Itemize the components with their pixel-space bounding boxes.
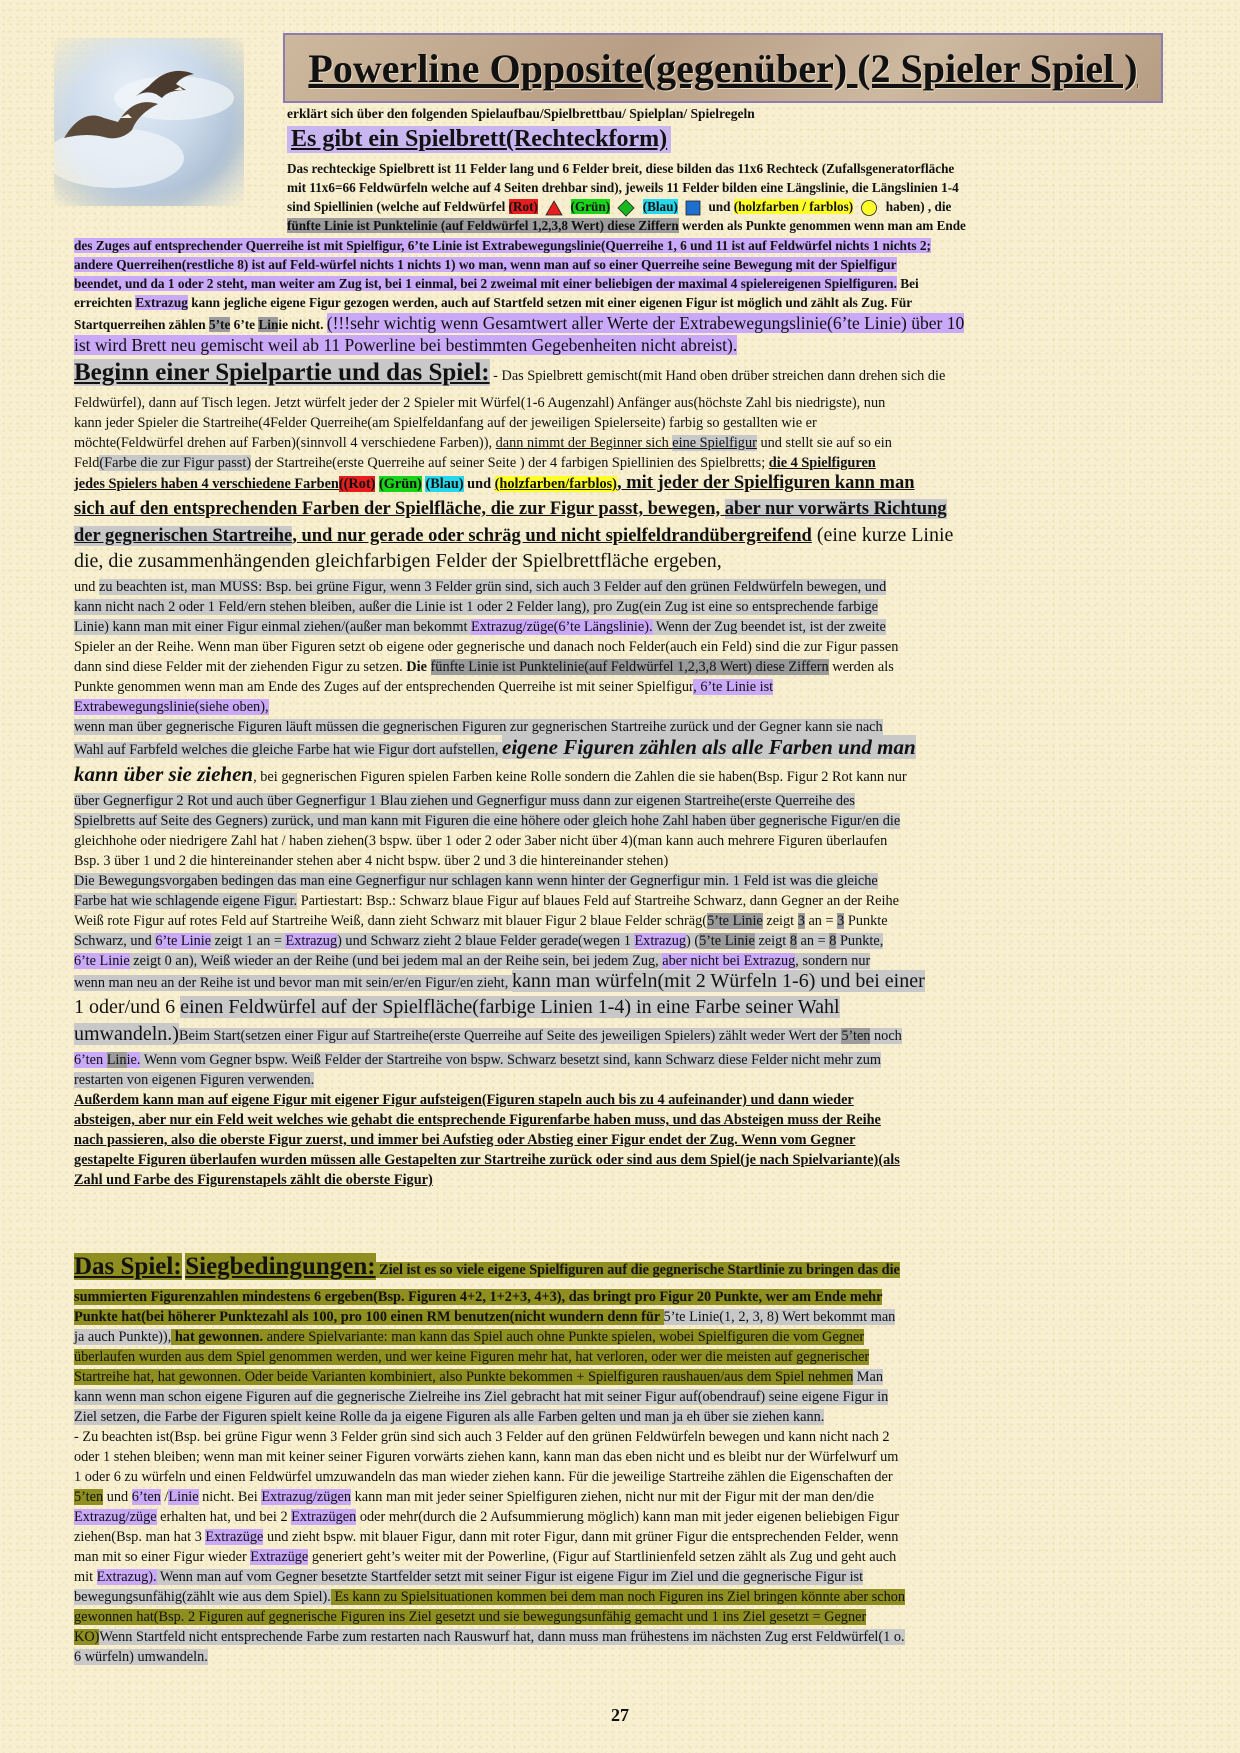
text-span: Spielbretts auf Seite des Gegners) zurück, und man kann mit Figuren die eine höhere oder gleich hohe Zahl haben über gegnerische Figur/en die [74,813,901,829]
text-span: und zieht bspw. mit blauer Figur, dann mit roter Figur, dann mit grüner Figur die entsprechenden Felder, wenn [263,1529,899,1545]
title-banner [283,33,1163,103]
text-span: aber nicht bei Extrazug [662,953,796,969]
text-line [74,1050,1160,1070]
color-label-wood: (holzfarben / farblos) [733,199,854,214]
text-line [74,1070,1160,1090]
text-line [74,1527,1160,1547]
text-span: Extrazug [285,933,338,949]
text-line: kann jeder Spieler die Startreihe(4Felder Querreihe(am Spielfeldanfang auf der jeweiligen Spielerseite) farbig so gestallten wie er [74,415,817,431]
text-line [74,791,1160,811]
text-line [74,334,1160,356]
board-heading: Es gibt ein Spielbrett(Rechteckform) [287,126,671,153]
text-span: kann man mit jeder seiner Spielfiguren ziehen, nicht nur mit der Figur mit der man den/die [351,1489,874,1505]
text-line [74,931,1160,951]
text-span: (Grün) [378,476,422,492]
text-span: , bei gegnerischen Figuren spielen Farben keine Rolle sondern die Zahlen die sie haben(Bsp. Figur 2 Rot kann nur [253,769,907,785]
text-span: wenn man neu an der Reihe ist und bevor man mit sein/er/en Figur/en zieht, [74,975,512,991]
text-line: nach passieren, also die oberste Figur zuerst, und immer bei Aufstieg oder Abstieg einer Figur endet der Zug. Wenn vom Gegner [74,1132,856,1148]
text-span: 6’te [230,317,259,332]
text-span: Extrazüge [250,1549,309,1565]
text-span: KO) [74,1629,100,1645]
section-rules-intro [74,236,1160,312]
text-span: 5’ten [841,1028,871,1044]
text-span: oder mehr(durch die 2 Aufsummierung möglich) kann man mit jeder eigenen beliebigen Figur [356,1509,900,1525]
text-span: dann sind diese Felder mit der ziehenden Figur zu setzen. [74,659,403,675]
board-line-3 [287,198,1157,217]
text-span: Weiß rote Figur auf rotes Feld auf Startreihe Weiß, dann zieht Schwarz mit blauer Figur 2 blaue Felder schräg( [74,913,708,929]
text-span: ) ( [686,933,700,949]
text-span: und [103,1489,132,1505]
text-span: Man [853,1369,884,1385]
text-span: die 4 Spielfiguren [768,455,876,471]
text-line [74,1387,1160,1407]
text-span: mit [74,1569,97,1585]
text-line [74,811,1160,831]
text-span: zeigt 1 an = [211,933,286,949]
color-label-blue: (Blau) [642,199,678,214]
text-span: 6 würfeln) umwandeln. [74,1649,208,1665]
text-span: eine Spielfigur [672,435,757,451]
eagles-illustration [54,38,244,206]
section-game-start [74,359,1160,1190]
text-line [74,677,1160,697]
text-line [74,657,1160,677]
text-span: Partiestart: Bsp.: Schwarz blaue Figur auf blaues Feld auf Startreihe Schwarz, dann Gegner an der Reihe [297,893,899,909]
text-span: die, die zusammenhängenden gleichfarbigen Felder der Spielbrettfläche ergeben, [74,550,722,572]
text-line [74,312,1160,334]
text-span: bewegungsunfähig(zählt wie aus dem Spiel). [74,1589,331,1605]
text-span: haben) , die [885,199,952,214]
text-line [74,637,1160,657]
text-span: Die Bewegungsvorgaben bedingen das man eine Gegnerfigur nur schlagen kann wenn hinter der Gegnerfigur min. 1 Feld ist was die gleiche [74,873,878,889]
text-span: , mit jeder der Spielfiguren kann man [616,473,915,493]
text-span: hat gewonnen. [171,1329,264,1345]
text-span: zeigt [754,933,790,949]
text-span: ie nicht. [278,317,327,332]
text-span: kann wenn man schon eigene Figuren auf die gegnerische Zielreihe ins Ziel gebracht hat mit seiner Figur auf(obendrauf) seine eigene Figur in [74,1389,889,1405]
text-span: 3 [797,913,805,929]
text-span: der gegnerischen Startreihe [74,526,293,546]
text-line [74,1347,1160,1367]
text-span: fünfte Linie ist Punktelinie (auf Feldwürfel 1,2,3,8 Wert) diese [287,218,639,233]
text-span: Die [402,659,431,675]
text-span: 3 [837,913,845,929]
text-line [74,473,1160,499]
text-span: 6’te Linie [155,933,212,949]
text-span: 6’te Linie [74,953,130,969]
text-span: 8 [789,933,797,949]
board-line-4 [287,217,1167,236]
text-span: eigene Figuren zählen als alle Farben und man [502,735,916,759]
text-line [74,871,1160,891]
text-line [74,697,1160,717]
text-line: oder 1 stehen bleiben; wenn man mit keiner seiner Figuren vorwärts ziehen kann, kann man das eben nicht und es bleibt nur der Würfelwurf um [74,1449,899,1465]
text-span: Extrazug [135,295,188,310]
blue-square-icon [685,200,701,216]
text-span: 5’te [208,317,231,332]
text-span: ( [338,476,344,492]
text-span: , sondern nur [795,953,871,969]
text-span: Extrabewegungslinie(siehe oben), [74,699,269,715]
text-span: kann über sie ziehen [74,762,254,786]
text-span: man mit so einer Figur wieder [74,1549,251,1565]
text-line: Feldwürfel), dann auf Tisch legen. Jetzt würfelt jeder der 2 Spieler mit Würfel(1-6 Augenzahl) Anfänger aus(höchste Zahl bis niedrigste), nun [74,395,886,411]
text-span: / [160,1489,169,1505]
text-line [74,997,1160,1024]
red-triangle-icon [545,200,563,216]
text-line [74,764,1160,791]
text-span: über Gegnerfigur 2 Rot und auch über Gegnerfigur 1 Blau ziehen und Gegnerfigur muss dann zur eigenen Startreihe(erste Querreihe des [74,793,855,809]
text-span: 8 [829,933,837,949]
text-span: erhalten hat, und bei 2 [156,1509,292,1525]
text-span: Extrazügen [291,1509,357,1525]
text-span: 1 oder/und 6 [74,996,181,1018]
text-line [74,255,1160,274]
text-span: Linie) kann man mit einer Figur einmal ziehen/(außer man bekommt [74,619,472,635]
text-span: 6’ten [74,1052,107,1068]
subtitle: erklärt sich über den folgenden Spielaufbau/Spielbrettbau/ Spielplan/ Spielregeln [287,106,755,121]
text-span: aber nur vorwärts Richtung [724,499,947,519]
text-span: ist wird Brett neu gemischt weil ab 11 Powerline bei bestimmten Gegebenheiten nicht abreist). [74,335,738,355]
text-span: (eine kurze Linie [811,524,954,546]
text-span: und [463,476,495,492]
text-span: generiert geht’s weiter mit der Powerline, (Figur auf Startlinienfeld setzen zählt als Zug und geht auch [308,1549,897,1565]
text-span: kann nicht nach 2 oder 1 Feld/ern stehen bleiben, außer die Linie ist 1 oder 2 Felder lang), pro Zug(ein Zug ist eine so entsprechende farbige [74,599,878,615]
text-line [74,1024,1160,1050]
text-line [74,1407,1160,1427]
text-span: Extrazug/züge(6’te Längslinie). [471,619,653,635]
text-span: Wenn der Zug beendet ist, ist der zweite [652,619,886,635]
text-span: (Farbe die zur Figur passt) [99,455,252,471]
text-span: Feld [74,455,100,471]
text-line: absteigen, aber nur ein Feld weit welches wie gehabt die entsprechende Figurenfarbe haben muss, und das Absteigen muss der Reihe [74,1112,881,1128]
text-span: sind Spiellinien (welche auf Feldwürfel [287,199,509,214]
text-span: und stellt sie auf so ein [756,435,892,451]
text-line [74,1253,1160,1287]
green-diamond-icon [617,199,635,217]
text-line [74,891,1160,911]
text-span: Lin [106,1052,127,1068]
text-line [74,525,1160,551]
text-span: ja auch Punkte)), [74,1329,172,1345]
text-line [74,737,1160,764]
text-line: Außerdem kann man auf eigene Figur mit eigener Figur aufsteigen(Figuren stapeln auch bis zu 4 aufeinander) und dann wieder [74,1092,854,1108]
text-line: - Zu beachten ist(Bsp. bei grüne Figur wenn 3 Felder grün sind sich auch 3 Felder auf den grünen Feldwürfeln bewegen und kann nicht nach 2 [74,1429,890,1445]
text-line [74,1367,1160,1387]
text-span: ie. [126,1052,141,1068]
text-span: restarten von eigenen Figuren verwenden. [74,1072,315,1088]
text-line [74,1627,1160,1647]
section-heading: Das Spiel: [74,1253,182,1280]
text-span: 5’te Linie [699,933,755,949]
text-line [74,551,1160,577]
text-span: 5’ten [74,1489,104,1505]
section-heading: Siegbedingungen: [185,1253,376,1280]
text-span: sich auf den entsprechenden Farben der Spielfläche, die zur Figur passt, bewegen, [74,499,725,519]
text-span: dann nimmt der Beginner sich [495,435,673,451]
text-span: beendet, und da 1 oder 2 steht, man weiter am Zug ist, bei 1 einmal, bei 2 zweimal mit einer beliebigen der maximal 4 spielereigenen Spielfiguren. [74,276,897,291]
text-span: Punkte genommen wenn man am Ende des Zuges auf der entsprechenden Querreihe ist mit seiner Spielfigur [74,679,694,695]
text-line: 1 oder 6 zu würfeln und einen Feldwürfel umzuwandeln das man wieder ziehen kann. Für die jeweilige Startreihe zählen die Eigenschaften der [74,1469,893,1485]
section-win-conditions [74,1253,1160,1667]
text-span: Es kann zu Spielsituationen kommen bei dem man noch Figuren ins Ziel bringen könnte aber schon [330,1589,906,1605]
text-line: gestapelte Figuren überlaufen wurden müssen alle Gestapelten zur Startreihe zurück oder sind aus dem Spiel(je nach Spielvariante)(als [74,1152,900,1168]
text-span: Extrazug/zügen [261,1489,352,1505]
section-heading: Beginn einer Spielpartie und das Spiel: [74,359,490,386]
page-number: 27 [611,1705,629,1725]
text-line [74,433,1160,453]
text-span: Extrazug/züge [74,1509,157,1525]
text-span: andere Spielvariante: man kann das Spiel auch ohne Punkte spielen, wobei Spielfiguren die vom Gegner [263,1329,865,1345]
text-span: überlaufen wurden aus dem Spiel genommen werden, und wer keine Figuren mehr hat, hat verloren, oder wer die meisten auf gegnerischer [74,1349,870,1365]
text-line [74,1567,1160,1587]
text-span: Linie [168,1489,199,1505]
text-line [74,911,1160,931]
text-span: Ziel setzen, die Farbe der Figuren spielt keine Rolle da ja eigene Figuren als alle Farben gelten und man ja eh über sie ziehen kann. [74,1409,825,1425]
text-span: und [708,199,731,214]
page-title: Powerline Opposite(gegenüber) (2 Spieler Spiel ) [308,45,1138,91]
text-span: 5’te Linie(1, 2, 3, 8) Wert bekommt man [663,1309,896,1325]
text-span: Wenn vom Gegner bspw. Weiß Felder der Startreihe von bspw. Schwarz besetzt sind, kann Schwarz diese Felder nicht mehr zum [140,1052,882,1068]
text-span: Extrazug). [96,1569,157,1585]
text-span: (Blau) [425,476,464,492]
text-span: kann jegliche eigene Figur gezogen werden, auch auf Startfeld setzen mit einer eigenen Figur ist möglich und zählt als Zug. Für [187,295,913,310]
text-span: (!!!sehr wichtig wenn Gesamtwert aller Werte der Extrabewegungslinie(6’te Linie) über 10 [326,313,965,333]
text-span: an = [796,933,830,949]
text-line [74,236,1160,255]
text-span: werden als [828,659,894,675]
text-span: zeigt [762,913,798,929]
text-line [74,597,1160,617]
text-span: Ziel ist es so viele eigene Spielfiguren auf die gegnerische Startlinie zu bringen das die [375,1262,900,1278]
text-span: Schwarz, und [74,933,156,949]
text-line [74,577,1160,597]
text-line [74,1607,1160,1627]
text-span: werden als Punkte genommen wenn man am Ende [678,218,966,233]
text-span: zeigt 0 an), Weiß wieder an der Reihe (und bei jedem mal an der Reihe sein, bei jedem Zug, [129,953,663,969]
text-line [74,1287,1160,1307]
text-span: jedes Spielers haben 4 verschiedene Farben [74,476,339,492]
text-span: umwandeln.) [74,1023,179,1045]
text-span: - Das Spielbrett gemischt(mit Hand oben drüber streichen dann drehen sich die [489,368,946,384]
text-span: noch [870,1028,902,1044]
color-label-red: (Rot) [508,199,538,214]
text-line [74,1507,1160,1527]
text-span: 6’ten [131,1489,161,1505]
text-line [74,499,1160,525]
text-span: und [74,579,100,595]
text-line: Zahl und Farbe des Figurenstapels zählt die oberste Figur) [74,1172,433,1188]
color-label-green: (Grün) [570,199,611,214]
text-span: Bsp. 3 über 1 und 2 die hintereinander stehen aber 4 nicht bspw. über 2 und 3 die hintereinander stehen) [74,853,669,869]
text-line [74,851,1160,871]
text-line [74,1647,1160,1667]
yellow-circle-icon [860,199,878,217]
text-span: Spieler an der Reihe. Wenn man über Figuren setzt ob eigene oder gegnerische und danach noch Felder(auch ein Feld) sind die zur Figur passen [74,639,899,655]
text-span: , 6’te Linie ist [693,679,774,695]
board-line-1: Das rechteckige Spielbrett ist 11 Felder lang und 6 Felder breit, diese bilden das 11x6 Rechteck (Zufallsgeneratorfläche [287,161,955,176]
text-span: der Startreihe(erste Querreihe auf seiner Seite ) der 4 farbigen Spiellinien des Spielbretts; [251,455,769,471]
text-span: wenn man über gegnerische Figuren läuft müssen die gegnerischen Figuren zur gegnerischen Startreihe zurück und der Gegner kann sie nach [74,719,883,735]
text-span: einen Feldwürfel auf der Spielfläche(farbige Linien 1-4) in eine Farbe seiner Wahl [180,996,840,1018]
text-line [74,453,1160,473]
text-span: Farbe hat wie schlagende eigene Figur. [74,893,298,909]
text-span: kann man würfeln(mit 2 Würfeln 1-6) und bei einer [511,970,925,992]
text-span: Extrazüge [205,1529,264,1545]
text-span: Wenn Startfeld nicht entsprechende Farbe zum restarten nach Rauswurf hat, dann muss man frühestens im nächsten Zug erst Feldwürfel(1 o. [99,1629,905,1645]
text-span: summierten Figurenzahlen mindestens 6 ergeben(Bsp. Figuren 4+2, 1+2+3, 4+3), das bringt pro Figur 20 Punkte, wer am Ende mehr [74,1289,883,1305]
text-span: Wenn man auf vom Gegner besetzte Startfelder setzt mit seiner Figur ist eigene Figur im Ziel und die gegnerische Figur ist [156,1569,864,1585]
text-span: gewonnen hat(Bsp. 2 Figuren auf gegnerische Figuren ins Ziel gesetzt und sie bewegungsunfähig gemacht und 1 ins Ziel gesetzt = Gegner [74,1609,867,1625]
text-span: gleichhohe oder niedrigere Zahl hat / haben ziehen(3 bspw. über 1 oder 2 oder 3aber nicht über 4)(man kann auch mehrere Figuren überlaufen [74,833,888,849]
text-line [74,1487,1160,1507]
text-span: fünfte Linie ist Punktelinie(auf Feldwürfel 1,2,3,8 Wert) diese Ziffern [430,659,829,675]
text-line [74,717,1160,737]
text-line [74,971,1160,997]
text-span: des Zuges auf entsprechender Querreihe ist mit Spielfigur, 6’te Linie ist Extrabewegungslinie(Querreihe 1, 6 und 11 ist auf Feldwürfel nichts 1 nichts 2; [74,238,931,253]
text-span: Wahl auf Farbfeld welches die gleiche Farbe hat wie Figur dort aufstellen, [74,742,503,758]
text-span: Punkte [844,913,888,929]
text-span: (holzfarben/farblos) [494,476,617,492]
text-line [74,359,1160,393]
text-line [74,1307,1160,1327]
text-span: nicht. Bei [198,1489,262,1505]
text-line [74,617,1160,637]
text-line [74,1327,1160,1347]
eagles-image [54,38,244,206]
text-span: ) und Schwarz zieht 2 blaue Felder gerade(wegen 1 [337,933,635,949]
text-line [74,1587,1160,1607]
text-span: möchte(Feldwürfel drehen auf Farben)(sinnvoll 4 verschiedene Farben)), [74,435,496,451]
text-span: Punkte hat(bei höherer Punktezahl als 100, pro 100 einen RM benutzen(nicht wundern denn für [74,1309,664,1325]
text-span: Extrazug [634,933,687,949]
text-span: Beim Start(setzen einer Figur auf Startreihe(erste Querreihe auf Seite des jeweiligen Spielers) zählt weder Wert der [178,1028,842,1044]
text-span: zu beachten ist, man MUSS: Bsp. bei grüne Figur, wenn 3 Felder grün sind, sich auch 3 Felder auf den grünen Feldwürfeln bewegen, und [99,579,887,595]
text-span: ziehen(Bsp. man hat 3 [74,1529,206,1545]
text-span: Bei [896,276,919,291]
text-span: an = [804,913,838,929]
text-line [74,293,1160,312]
text-span: Ziffern [638,218,679,233]
text-span: Startquerreihen zählen [74,317,209,332]
text-line [74,274,1160,293]
board-line-2: mit 11x6=66 Feldwürfeln welche auf 4 Seiten drehbar sind), jeweils 11 Felder bilden eine Längslinie, die Längslinien 1-4 [287,180,959,195]
text-span: 5’te Linie [707,913,763,929]
section-rules-warning [74,312,1160,356]
text-line [74,951,1160,971]
text-span: erreichten [74,295,136,310]
text-span: Punkte, [836,933,884,949]
text-span: andere Querreihen(restliche 8) ist auf Feld-würfel nichts 1 nichts 1) wo man, wenn man auf so einer Querreihe seine Bewegung mit der Spielfigur [74,257,897,272]
text-span: , und nur gerade oder schräg und nicht spielfeldrandübergreifend [292,526,812,546]
text-line [74,831,1160,851]
text-span: Startreihe hat, hat gewonnen. Oder beide Varianten kombiniert, also Punkte bekommen + Spielfiguren raushauen/aus dem Spiel nehmen [74,1369,854,1385]
text-span: (Rot) [343,476,376,492]
text-span: Lin [258,317,279,332]
text-line [74,1547,1160,1567]
